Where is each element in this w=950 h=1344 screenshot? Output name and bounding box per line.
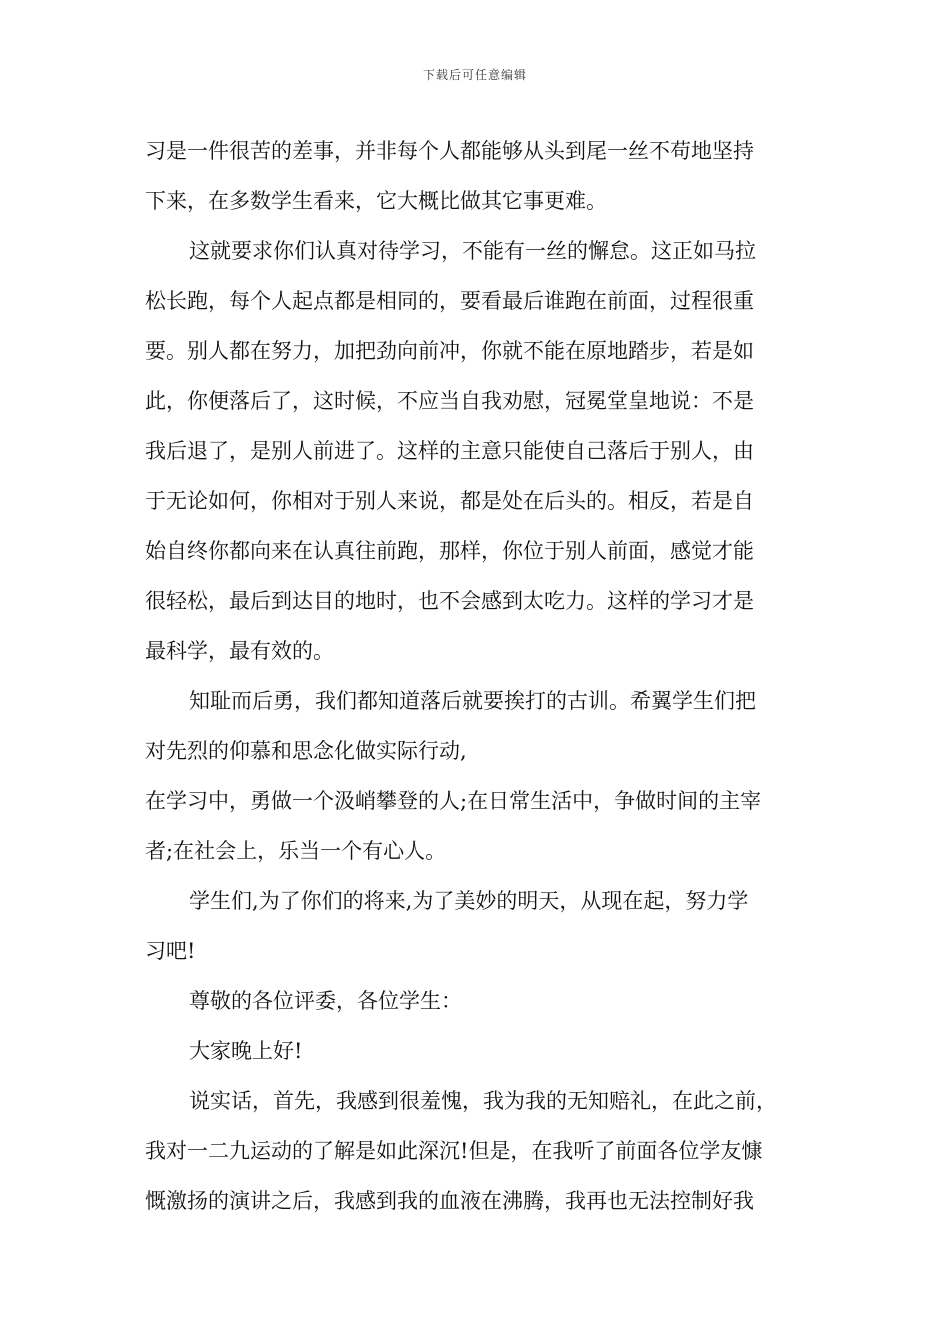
text-line: 我后退了，是别人前进了。这样的主意只能使自己落后于别人，由: [145, 439, 754, 463]
text-line: 学生们,为了你们的将来,为了美妙的明天，从现在起，努力学: [189, 889, 749, 913]
text-line: 要。别人都在努力，加把劲向前冲，你就不能在原地踏步，若是如: [145, 339, 754, 363]
text-line: 松长跑，每个人起点都是相同的，要看最后谁跑在前面，过程很重: [145, 289, 754, 313]
text-line: 此，你便落后了，这时候，不应当自我劝慰，冠冕堂皇地说：不是: [145, 389, 754, 413]
text-line: 下来，在多数学生看来，它大概比做其它事更难。: [145, 189, 607, 213]
text-line: 说实话，首先，我感到很羞愧，我为我的无知赔礼，在此之前，: [189, 1089, 777, 1113]
page-header: 下载后可任意编辑: [422, 68, 527, 82]
text-line: 尊敬的各位评委，各位学生：: [189, 989, 462, 1013]
text-line: 慨激扬的演讲之后，我感到我的血液在沸腾，我再也无法控制好我: [145, 1189, 754, 1213]
text-line: 习是一件很苦的差事，并非每个人都能够从头到尾一丝不苟地坚持: [145, 139, 754, 163]
text-line: 很轻松，最后到达目的地时，也不会感到太吃力。这样的学习才是: [145, 589, 754, 613]
text-line: 习吧!: [145, 939, 196, 963]
document-body: [145, 126, 805, 1226]
text-line: 在学习中，勇做一个汲峭攀登的人;在日常生活中，争做时间的主宰: [145, 789, 762, 813]
text-line: 这就要求你们认真对待学习，不能有一丝的懈怠。这正如马拉: [189, 239, 756, 263]
text-line: 大家晚上好!: [189, 1039, 303, 1063]
text-line: 最科学，最有效的。: [145, 639, 334, 663]
text-line: 始自终你都向来在认真往前跑，那样，你位于别人前面，感觉才能: [145, 539, 754, 563]
text-line: 于无论如何，你相对于别人来说，都是处在后头的。相反，若是自: [145, 489, 754, 513]
text-line: 者;在社会上，乐当一个有心人。: [145, 839, 447, 863]
text-line: 对先烈的仰慕和思念化做实际行动,: [145, 739, 467, 763]
text-line: 知耻而后勇，我们都知道落后就要挨打的古训。希翼学生们把: [189, 689, 756, 713]
text-line: 我对一二九运动的了解是如此深沉!但是，在我听了前面各位学友慷: [145, 1139, 763, 1163]
